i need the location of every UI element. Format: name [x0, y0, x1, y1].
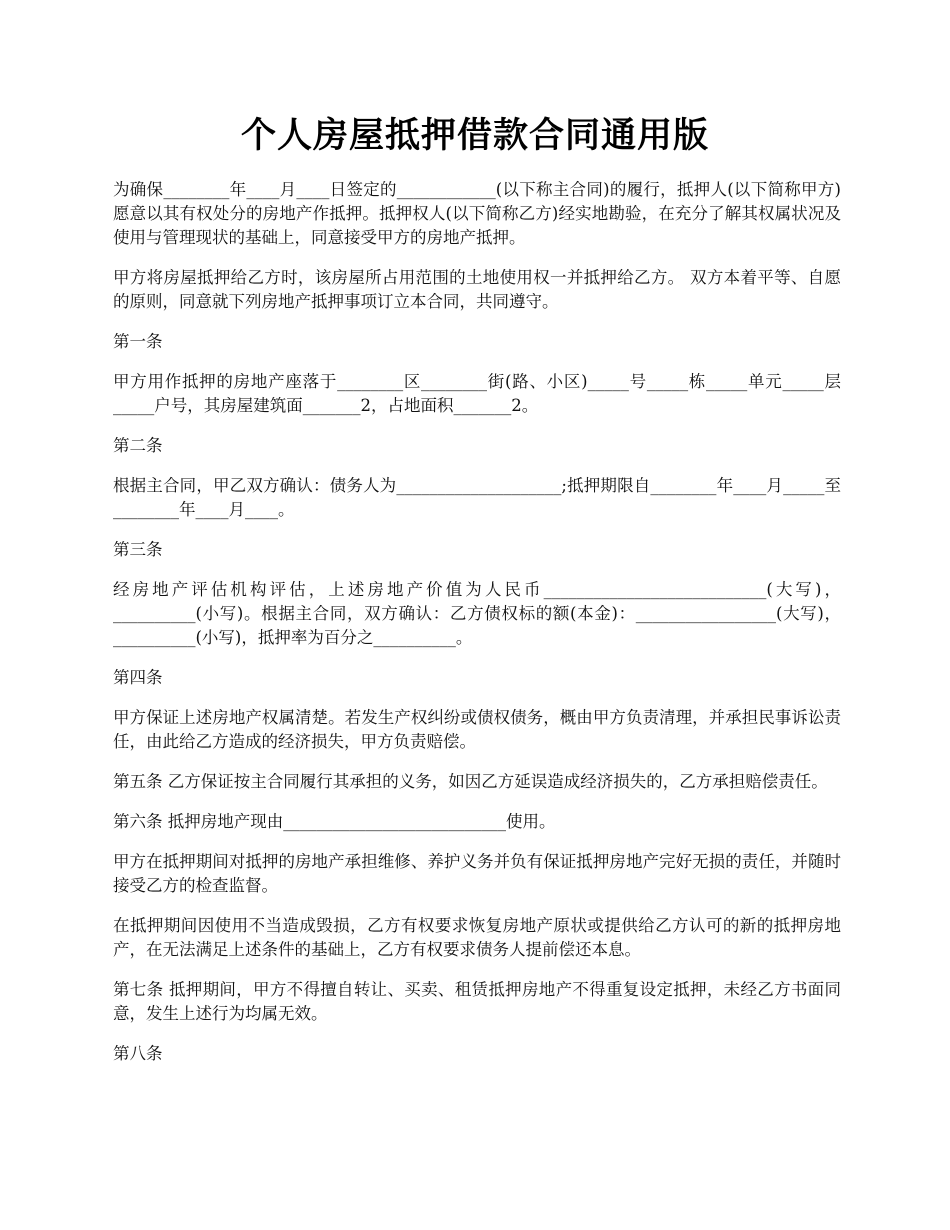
document-title: 个人房屋抵押借款合同通用版	[240, 116, 709, 156]
paragraph-damage: 在抵押期间因使用不当造成毁损，乙方有权要求恢复房地产原状或提供给乙方认可的新的抵押房地产，在无法满足上述条件的基础上，乙方有权要求债务人提前偿还本息。	[113, 916, 841, 959]
paragraph-debtor-term: 根据主合同，甲乙双方确认：债务人为____________________;抵押期限自________年____月_____至________年____月____。	[113, 476, 841, 519]
paragraph-property-location: 甲方用作抵押的房地产座落于________区________街(路、小区)_____号_____栋_____单元_____层_____户号，其房屋建筑面_______2，占地面积_______2。	[113, 372, 841, 415]
paragraph-title-guarantee: 甲方保证上述房地产权属清楚。若发生产权纠纷或债权债务，概由甲方负责清理，并承担民事诉讼责任，由此给乙方造成的经济损失，甲方负责赔偿。	[113, 708, 841, 751]
paragraph-intro: 为确保________年____月____日签定的____________(以下称主合同)的履行，抵押人(以下简称甲方)愿意以其有权处分的房地产作抵押。抵押权人(以下简称乙方)经实地勘验，在充分了解其权属状况及使用与管理现状的基础上，同意接受甲方的房地产抵押。	[113, 180, 841, 247]
article-heading-4: 第四条	[113, 668, 163, 687]
document-body	[113, 178, 841, 1082]
paragraph-article-5: 第五条 乙方保证按主合同履行其承担的义务，如因乙方延误造成经济损失的，乙方承担赔偿责任。	[113, 772, 828, 791]
paragraph-maintenance: 甲方在抵押期间对抵押的房地产承担维修、养护义务并负有保证抵押房地产完好无损的责任，并随时接受乙方的检查监督。	[113, 852, 841, 895]
paragraph-article-6: 第六条 抵押房地产现由___________________________使用。	[113, 812, 556, 831]
article-heading-2: 第二条	[113, 436, 163, 455]
article-heading-8: 第八条	[113, 1044, 163, 1063]
paragraph-article-7: 第七条 抵押期间，甲方不得擅自转让、买卖、租赁抵押房地产不得重复设定抵押，未经乙方书面同意，发生上述行为均属无效。	[113, 980, 841, 1023]
paragraph-land-use: 甲方将房屋抵押给乙方时，该房屋所占用范围的土地使用权一并抵押给乙方。 双方本着平等、自愿的原则，同意就下列房地产抵押事项订立本合同，共同遵守。	[113, 268, 841, 311]
article-heading-3: 第三条	[113, 540, 163, 559]
paragraph-valuation: 经房地产评估机构评估，上述房地产价值为人民币___________________________(大写)，__________(小写)。根据主合同，双方确认：乙方债权标的额(本金)：_________________(大写)，__________(小写)，抵押率为百分之__________。	[113, 580, 841, 647]
article-heading-1: 第一条	[113, 332, 163, 351]
